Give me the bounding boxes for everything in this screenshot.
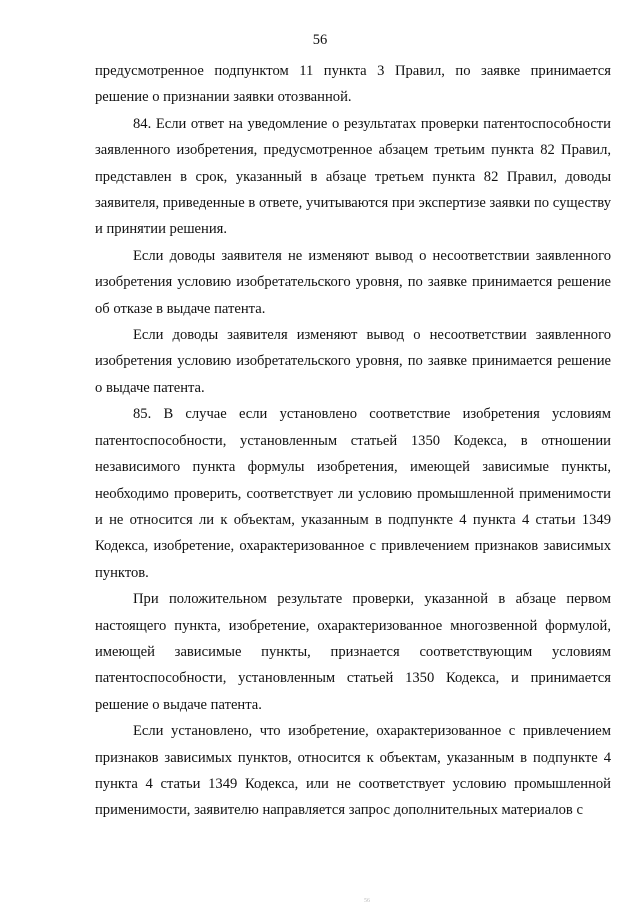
document-body [95, 58, 611, 824]
paragraph-continuation: предусмотренное подпунктом 11 пункта 3 Правил, по заявке принимается решение о признании заявки отозванной. [95, 63, 611, 106]
paragraph-positive-result: При положительном результате проверки, указанной в абзаце первом настоящего пункта, изобретение, охарактеризованное многозвенной формулой, имеющей зависимые пункты, признается соответствующим условиям патентоспособности, установленным статьей 1350 Кодекса, и принимается решение о выдаче патента. [95, 591, 611, 713]
page-number: 56 [312, 32, 328, 48]
paragraph-grant: Если доводы заявителя изменяют вывод о несоответствии заявленного изобретения условию изобретательского уровня, по заявке принимается решение о выдаче патента. [95, 327, 611, 396]
paragraph-refusal: Если доводы заявителя не изменяют вывод о несоответствии заявленного изобретения условию изобретательского уровня, по заявке принимается решение об отказе в выдаче патента. [95, 247, 611, 317]
footer-mark: 56 [364, 898, 370, 904]
paragraph-item-85: 85. В случае если установлено соответствие изобретения условиям патентоспособности, установленным статьей 1350 Кодекса, в отношении независимого пункта формулы изобретения, имеющей зависимые пункты, необходимо проверить, соответствует ли условию промышленной применимости и не относится ли к объектам, указанным в подпункте 4 пункта 4 статьи 1349 Кодекса, изобретение, охарактеризованное с привлечением признаков зависимых пунктов. [95, 406, 611, 581]
paragraph-additional-request: Если установлено, что изобретение, охарактеризованное с привлечением признаков зависимых пунктов, относится к объектам, указанным в подпункте 4 пункта 4 статьи 1349 Кодекса, или не соответствует условию промышленной применимости, заявителю направляется запрос дополнительных материалов с [95, 723, 611, 819]
paragraph-item-84: 84. Если ответ на уведомление о результатах проверки патентоспособности заявленного изобретения, предусмотренное абзацем третьим пункта 82 Правил, представлен в срок, указанный в абзаце третьем пункта 82 Правил, доводы заявителя, приведенные в ответе, учитываются при экспертизе заявки по существу и принятии решения. [95, 115, 611, 238]
